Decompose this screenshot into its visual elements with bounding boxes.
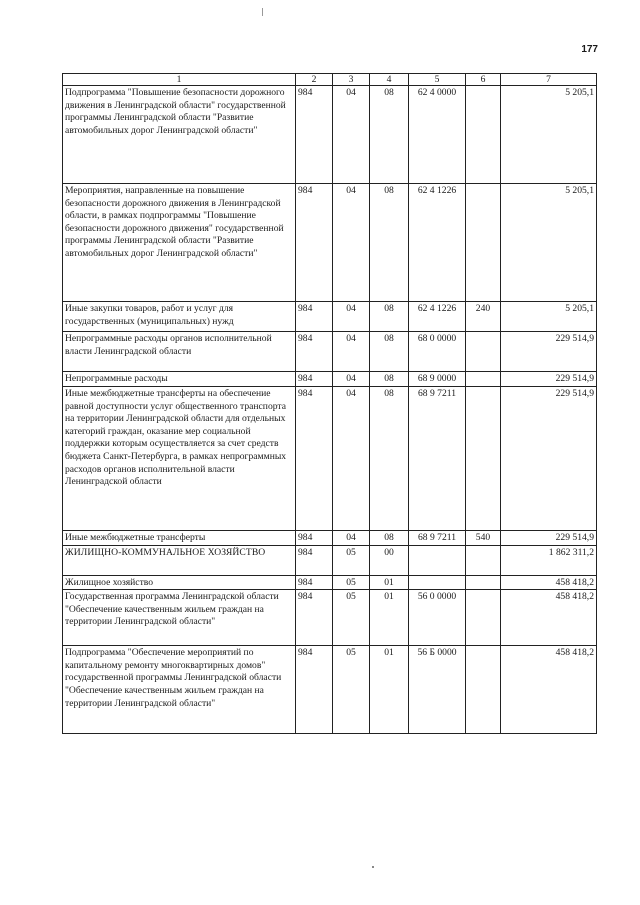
row-subsection-code: 08	[370, 387, 409, 531]
budget-table	[62, 73, 597, 734]
row-amount: 229 514,9	[501, 531, 597, 546]
row-kind-code: 540	[466, 531, 501, 546]
row-kind-code	[466, 590, 501, 646]
row-subsection-code: 01	[370, 646, 409, 734]
row-amount: 229 514,9	[501, 332, 597, 372]
row-kind-code: 240	[466, 302, 501, 332]
row-subsection-code: 08	[370, 86, 409, 184]
row-section-code: 05	[333, 575, 370, 590]
row-target-code: 62 4 1226	[409, 302, 466, 332]
row-name: Подпрограмма "Повышение безопасности дорожного движения в Ленинградской области" государственной программы Ленинградской области "Развитие автомобильных дорог Ленинградской области"	[63, 86, 296, 184]
row-amount: 458 418,2	[501, 590, 597, 646]
row-section-code: 05	[333, 646, 370, 734]
scan-mark-top	[262, 8, 263, 16]
row-target-code: 62 4 1226	[409, 184, 466, 302]
row-amount: 5 205,1	[501, 184, 597, 302]
row-kind-code	[466, 545, 501, 575]
row-dept-code: 984	[296, 86, 333, 184]
header-cell: 2	[296, 74, 333, 86]
row-subsection-code: 00	[370, 545, 409, 575]
page-number: 177	[581, 44, 598, 55]
row-section-code: 05	[333, 545, 370, 575]
row-name: Непрограммные расходы	[63, 372, 296, 387]
row-amount: 5 205,1	[501, 86, 597, 184]
row-section-code: 04	[333, 302, 370, 332]
table-row	[63, 590, 597, 646]
row-amount: 458 418,2	[501, 575, 597, 590]
row-dept-code: 984	[296, 387, 333, 531]
row-kind-code	[466, 86, 501, 184]
row-kind-code	[466, 575, 501, 590]
row-kind-code	[466, 372, 501, 387]
row-target-code: 68 9 7211	[409, 387, 466, 531]
table-row	[63, 184, 597, 302]
row-subsection-code: 08	[370, 332, 409, 372]
row-kind-code	[466, 646, 501, 734]
table-row	[63, 545, 597, 575]
row-name: Государственная программа Ленинградской области "Обеспечение качественным жильем граждан на территории Ленинградской области"	[63, 590, 296, 646]
row-target-code: 56 0 0000	[409, 590, 466, 646]
row-section-code: 04	[333, 372, 370, 387]
table-row	[63, 387, 597, 531]
row-dept-code: 984	[296, 184, 333, 302]
row-name: Жилищное хозяйство	[63, 575, 296, 590]
row-amount: 229 514,9	[501, 387, 597, 531]
row-subsection-code: 08	[370, 184, 409, 302]
row-dept-code: 984	[296, 531, 333, 546]
row-target-code: 62 4 0000	[409, 86, 466, 184]
row-section-code: 05	[333, 590, 370, 646]
row-dept-code: 984	[296, 332, 333, 372]
row-name: Подпрограмма "Обеспечение мероприятий по капитальному ремонту многоквартирных домов" государственной программы Ленинградской области "Обеспечение качественным жильем граждан на территории Ленинградской области"	[63, 646, 296, 734]
header-cell: 7	[501, 74, 597, 86]
header-cell: 4	[370, 74, 409, 86]
row-target-code: 68 0 0000	[409, 332, 466, 372]
header-cell: 6	[466, 74, 501, 86]
row-amount: 458 418,2	[501, 646, 597, 734]
row-dept-code: 984	[296, 646, 333, 734]
row-name: Иные межбюджетные трансферты	[63, 531, 296, 546]
row-name: Иные закупки товаров, работ и услуг для государственных (муниципальных) нужд	[63, 302, 296, 332]
header-cell: 1	[63, 74, 296, 86]
row-amount: 1 862 311,2	[501, 545, 597, 575]
table-row	[63, 302, 597, 332]
header-row	[63, 74, 597, 86]
row-dept-code: 984	[296, 590, 333, 646]
table-row	[63, 332, 597, 372]
row-subsection-code: 08	[370, 302, 409, 332]
row-name: Мероприятия, направленные на повышение безопасности дорожного движения в Ленинградской области, в рамках подпрограммы "Повышение безопасности дорожного движения" государственной программы Ленинградской области "Развитие автомобильных дорог Ленинградской области"	[63, 184, 296, 302]
row-section-code: 04	[333, 531, 370, 546]
row-kind-code	[466, 387, 501, 531]
row-subsection-code: 08	[370, 531, 409, 546]
row-dept-code: 984	[296, 575, 333, 590]
row-name: Иные межбюджетные трансферты на обеспечение равной доступности услуг общественного транспорта на территории Ленинградской области для отдельных категорий граждан, оказание мер социальной поддержки которым осуществляется за счет средств бюджета Санкт-Петербурга, в рамках непрограммных расходов органов исполнительной власти Ленинградской области	[63, 387, 296, 531]
row-section-code: 04	[333, 86, 370, 184]
header-cell: 3	[333, 74, 370, 86]
row-subsection-code: 08	[370, 372, 409, 387]
row-name: ЖИЛИЩНО-КОММУНАЛЬНОЕ ХОЗЯЙСТВО	[63, 545, 296, 575]
row-kind-code	[466, 184, 501, 302]
row-target-code	[409, 575, 466, 590]
header-cell: 5	[409, 74, 466, 86]
row-amount: 5 205,1	[501, 302, 597, 332]
row-dept-code: 984	[296, 372, 333, 387]
row-subsection-code: 01	[370, 590, 409, 646]
scan-mark-bottom	[372, 866, 374, 868]
table-row	[63, 531, 597, 546]
row-target-code: 68 9 7211	[409, 531, 466, 546]
row-section-code: 04	[333, 332, 370, 372]
table-row	[63, 646, 597, 734]
row-section-code: 04	[333, 387, 370, 531]
row-name: Непрограммные расходы органов исполнительной власти Ленинградской области	[63, 332, 296, 372]
row-subsection-code: 01	[370, 575, 409, 590]
row-dept-code: 984	[296, 545, 333, 575]
row-amount: 229 514,9	[501, 372, 597, 387]
table-row	[63, 86, 597, 184]
row-target-code: 56 Б 0000	[409, 646, 466, 734]
table-row	[63, 575, 597, 590]
row-target-code: 68 9 0000	[409, 372, 466, 387]
row-dept-code: 984	[296, 302, 333, 332]
row-kind-code	[466, 332, 501, 372]
table-row	[63, 372, 597, 387]
row-target-code	[409, 545, 466, 575]
row-section-code: 04	[333, 184, 370, 302]
